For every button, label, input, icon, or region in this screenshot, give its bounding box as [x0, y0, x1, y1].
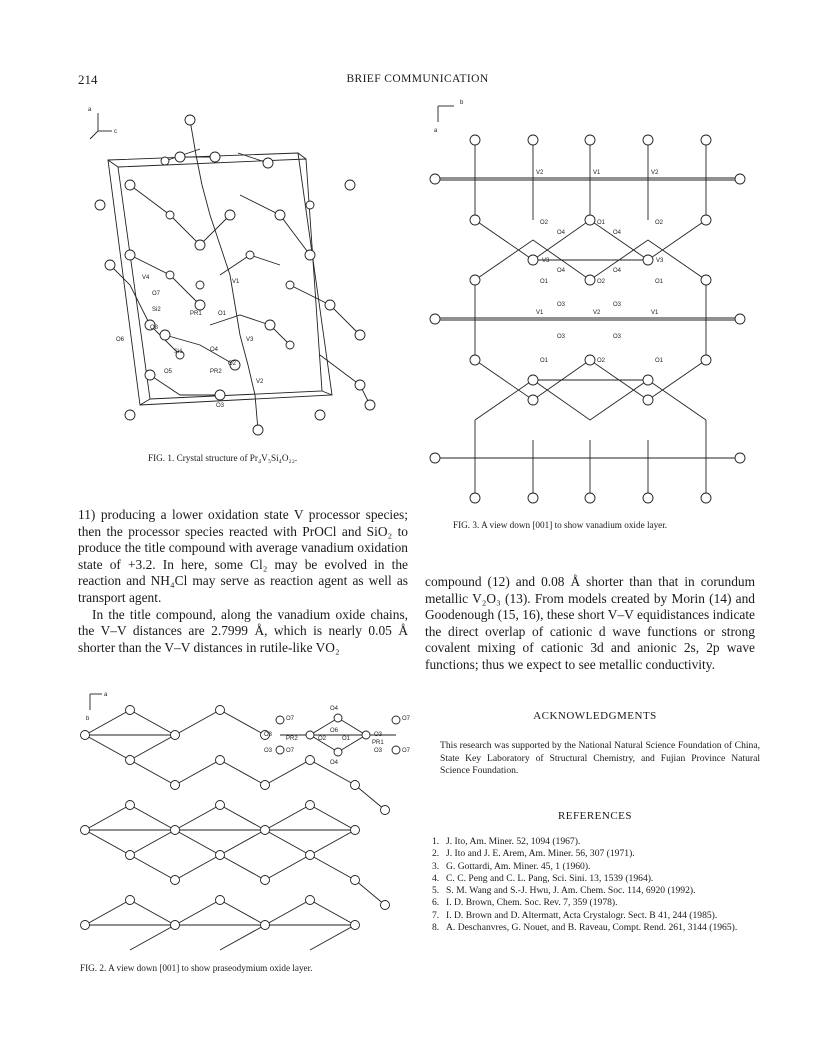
reference-item: 5. S. M. Wang and S.-J. Hwu, J. Am. Chem. Soc. 114, 6920 (1992).	[432, 885, 696, 897]
fig3-label: O1	[655, 279, 664, 285]
fig3-label: V3	[542, 258, 550, 264]
figure-2-praseodymium-layer	[80, 690, 411, 955]
fig1-label: O3	[216, 403, 225, 409]
fig1-label: PR1	[190, 311, 202, 317]
fig3-label: V1	[593, 170, 601, 176]
fig3-label: O3	[613, 302, 622, 308]
fig1-label: V4	[142, 275, 150, 281]
fig2-axis-a: a	[104, 692, 108, 698]
figure-1-caption: FIG. 1. Crystal structure of Pr₄V₅Si₄O₂₂.	[148, 453, 298, 463]
fig3-label: O2	[597, 279, 606, 285]
fig2-inset-label: O4	[330, 760, 339, 766]
figure-3-vanadium-layer	[430, 100, 750, 510]
fig1-label: Si1	[174, 349, 183, 355]
reference-item: 1. J. Ito, Am. Miner. 52, 1094 (1967).	[432, 836, 581, 847]
reference-item: 7. I. D. Brown and D. Altermatt, Acta Crystalogr. Sect. B 41, 244 (1985).	[432, 909, 718, 921]
fig1-label: O4	[210, 347, 219, 353]
fig1-label: V2	[256, 379, 264, 385]
fig2-axis-b: b	[86, 716, 90, 722]
fig2-inset-label: O3	[374, 748, 383, 754]
fig1-label: O5	[164, 369, 173, 375]
fig3-axis-b: b	[460, 100, 464, 106]
fig3-label: O1	[540, 358, 549, 364]
fig1-label: V1	[232, 279, 240, 285]
fig3-label: O4	[557, 230, 566, 236]
fig3-label: V3	[656, 258, 664, 264]
paragraph: compound (12) and 0.08 Å shorter than that in corundum metallic V₂O₃ (13). From models created by Morin (14) and Goodenough (15, 16), these short V–V equidistances indicate the direct overlap of cationic d wave functions or strong covalent mixing of cationic 3d and anionic 2s, 2p wave functions; thus we expect to see metallic conductivity.	[425, 574, 755, 672]
fig3-axis-a: a	[434, 128, 438, 134]
fig3-label: O2	[540, 220, 549, 226]
reference-item: 2. J. Ito and J. E. Arem, Am. Miner. 56, 307 (1971).	[432, 848, 635, 860]
fig1-label: O6	[116, 337, 125, 343]
fig1-label: O2	[228, 361, 237, 367]
fig3-label: O1	[655, 358, 664, 364]
fig1-label: O1	[218, 311, 227, 317]
fig3-label: O3	[557, 302, 566, 308]
fig3-label: O3	[557, 334, 566, 340]
page-number: 214	[78, 72, 98, 87]
fig1-label: O8	[150, 325, 159, 331]
reference-item: 8. A. Deschanvres, G. Nouet, and B. Raveau, Compt. Rend. 261, 3144 (1965).	[432, 922, 738, 934]
fig2-inset-label: O7	[402, 716, 411, 722]
fig3-label: O1	[597, 220, 606, 226]
fig3-label: O4	[613, 268, 622, 274]
fig2-inset-label: O3	[374, 732, 383, 738]
references-list	[432, 836, 760, 934]
paragraph: 11) producing a lower oxidation state V processor species; then the processor species reacted with PrOCl and SiO₂ to produce the title compound with average vanadium oxidation state of +3.2. In here, some Cl₂ may be evolved in the reaction and NH₄Cl may serve as reaction agent as well as transport agent.	[78, 507, 408, 605]
fig2-inset-label: O4	[330, 706, 339, 712]
fig3-label: O4	[613, 230, 622, 236]
fig1-label: O7	[152, 291, 161, 297]
acknowledgments-heading: ACKNOWLEDGMENTS	[533, 710, 657, 722]
fig2-inset-label: O3	[264, 732, 273, 738]
fig2-inset-label: O7	[286, 748, 295, 754]
fig2-inset-label: O3	[264, 748, 273, 754]
fig3-label: V2	[593, 310, 601, 316]
fig3-label: O1	[540, 279, 549, 285]
left-column-text	[78, 507, 408, 656]
fig2-inset-label: O6	[330, 728, 339, 734]
reference-item: 6. I. D. Brown, Chem. Soc. Rev. 7, 359 (1978).	[432, 897, 618, 909]
fig1-label: PR2	[210, 369, 222, 375]
acknowledgments-text: This research was supported by the National Natural Science Foundation of China, State Key Laboratory of Structural Chemistry, and Fujian Province Natural Science Foundation.	[440, 740, 760, 776]
figure-1-crystal-structure	[70, 95, 400, 450]
fig2-inset-label: O1	[342, 736, 351, 742]
figure-3-caption: FIG. 3. A view down [001] to show vanadium oxide layer.	[453, 520, 668, 530]
fig2-inset-label: O7	[286, 716, 295, 722]
fig1-label: V3	[246, 337, 254, 343]
fig3-label: O3	[613, 334, 622, 340]
fig1-axis-a: a	[88, 107, 92, 113]
fig3-label: V1	[651, 310, 659, 316]
fig3-label: O2	[655, 220, 664, 226]
paragraph: In the title compound, along the vanadium oxide chains, the V–V distances are 2.7999 Å, which is nearly 0.05 Å shorter than the V–V distances in rutile-like VO₂	[78, 606, 408, 655]
fig3-label: V2	[651, 170, 659, 176]
running-title: BRIEF COMMUNICATION	[346, 73, 489, 85]
references-heading: REFERENCES	[557, 810, 633, 822]
fig2-inset-label: O7	[402, 748, 411, 754]
fig3-label: V2	[536, 170, 544, 176]
right-column-text	[425, 574, 755, 674]
reference-item: 4. C. C. Peng and C. L. Pang, Sci. Sini. 13, 1539 (1964).	[432, 872, 654, 884]
figure-2-caption: FIG. 2. A view down [001] to show praseodymium oxide layer.	[80, 963, 313, 973]
fig3-label: O4	[557, 268, 566, 274]
reference-item: 3. G. Gottardi, Am. Miner. 45, 1 (1960).	[432, 860, 591, 872]
fig2-inset-label: PR2	[286, 736, 298, 742]
fig2-inset-label: PR1	[372, 740, 384, 746]
fig3-label: V1	[536, 310, 544, 316]
fig1-label: Si2	[152, 307, 161, 313]
fig1-axis-c: c	[114, 129, 117, 135]
fig2-inset-label: O2	[318, 736, 327, 742]
fig3-label: O2	[597, 358, 606, 364]
